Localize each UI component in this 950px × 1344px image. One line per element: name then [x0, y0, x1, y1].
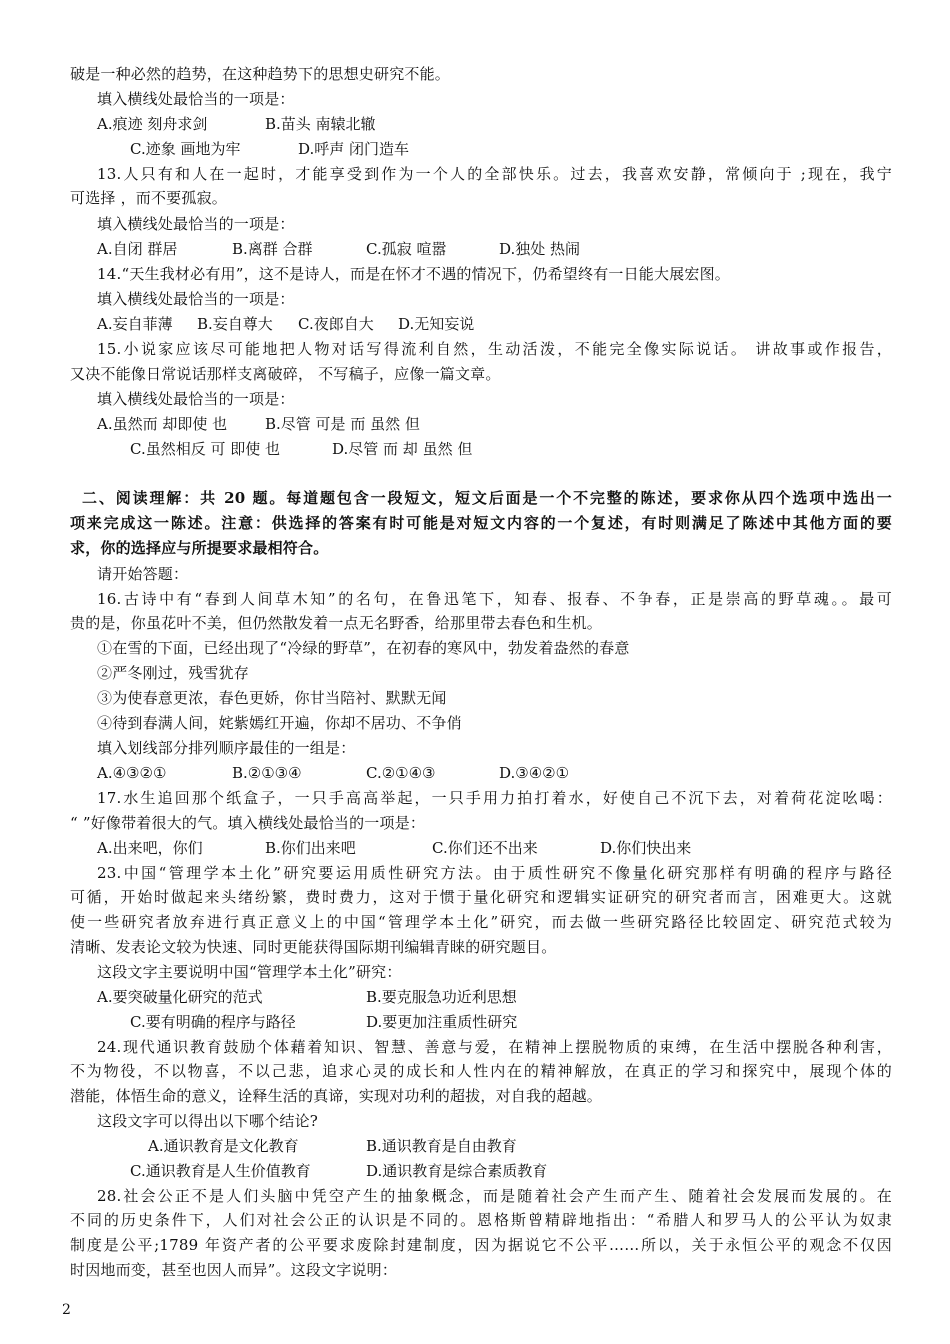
q12-option-c: C.迹象 画地为牢 — [130, 140, 241, 158]
q16-option-d: D.③④②① — [499, 764, 570, 782]
q13-stem-line-2: 可选择 ，而不要孤寂。 — [70, 189, 227, 207]
q23-stem-line-4: 清晰、发表论文较为快速、同时更能获得国际期刊编辑青睐的研究题目。 — [70, 938, 557, 956]
q23-stem-line-3: 使一些研究者放弃进行真正意义上的中国“管理学本土化”研究，而去做一些研究路径比较固定、研究范式较为 — [70, 913, 892, 931]
q13-option-a: A.自闭 群居 — [97, 240, 178, 258]
q16-sentence-4: ④待到春满人间，姹紫嫣红开遍，你却不居功、不争俏 — [97, 714, 462, 732]
q24-option-d: D.通识教育是综合素质教育 — [366, 1162, 548, 1180]
page-number: 2 — [62, 1302, 71, 1318]
q23-option-c: C.要有明确的程序与路径 — [130, 1013, 296, 1031]
q14-option-c: C.夜郎自大 — [298, 315, 374, 333]
q16-stem-line-1: 16.古诗中有“春到人间草木知”的名句，在鲁迅笔下，知春、报春、不争春，正是崇高的野草魂。。最可 — [97, 590, 892, 608]
q23-option-d: D.要更加注重质性研究 — [366, 1013, 518, 1031]
q13-option-c: C.孤寂 喧嚣 — [366, 240, 447, 258]
q24-option-a: A.通识教育是文化教育 — [148, 1137, 299, 1155]
q13-option-d: D.独处 热闹 — [499, 240, 581, 258]
q23-stem-line-2: 可循，开始时做起来头绪纷繁，费时费力，这对于惯于量化研究和逻辑实证研究的研究者而言，困难更大。这就 — [70, 888, 892, 906]
q14-option-a: A.妄自菲薄 — [97, 315, 173, 333]
q24-stem-line-1: 24.现代通识教育鼓励个体藉着知识、智慧、善意与爱，在精神上摆脱物质的束缚，在生活中摆脱各种利害， — [97, 1038, 892, 1056]
q12-option-b: B.苗头 南辕北辙 — [265, 115, 376, 133]
q15-option-d: D.尽管 而 却 虽然 但 — [332, 440, 473, 458]
q17-stem-line-2: “ ”好像带着很大的气。填入横线处最恰当的一项是： — [70, 814, 426, 832]
q23-option-b: B.要克服急功近利思想 — [366, 988, 517, 1006]
q12-tail: 破是一种必然的趋势，在这种趋势下的思想史研究不能。 — [70, 65, 451, 83]
section2-instructions-line-2: 项来完成这一陈述。注意：供选择的答案有时可能是对短文内容的一个复述，有时则满足了陈述中其他方面的要 — [70, 514, 892, 532]
q28-stem-line-2: 不同的历史条件下，人们对社会公正的认识是不同的。恩格斯曾精辟地指出：“希腊人和罗马人的公平认为奴隶 — [70, 1211, 892, 1229]
q12-prompt: 填入横线处最恰当的一项是： — [97, 90, 295, 108]
q24-option-b: B.通识教育是自由教育 — [366, 1137, 517, 1155]
q15-option-c: C.虽然相反 可 即使 也 — [130, 440, 281, 458]
q14-stem-line-1: 14.“天生我材必有用”，这不是诗人，而是在怀才不遇的情况下，仍希望终有一日能大展宏图。 — [97, 265, 730, 283]
q24-prompt: 这段文字可以得出以下哪个结论? — [97, 1112, 319, 1130]
section2-instructions-line-1: 二、阅读理解：共 20 题。每道题包含一段短文，短文后面是一个不完整的陈述，要求你从四个选项中选出一 — [82, 489, 892, 507]
q15-option-a: A.虽然而 却即使 也 — [97, 415, 228, 433]
q16-sentence-2: ②严冬刚过，残雪犹存 — [97, 664, 250, 682]
q16-sentence-3: ③为使春意更浓，春色更娇，你甘当陪衬、默默无闻 — [97, 689, 447, 707]
q17-option-a: A.出来吧，你们 — [97, 839, 203, 857]
q17-stem-line-1: 17.水生追回那个纸盒子，一只手高高举起，一只手用力拍打着水，好使自己不沉下去，对着荷花淀吆喝： — [97, 789, 892, 807]
q28-stem-line-3: 制度是公平;1789 年资产者的公平要求废除封建制度，因为据说它不公平……所以，关于永恒公平的观念不仅因 — [70, 1236, 892, 1254]
q14-option-d: D.无知妄说 — [398, 315, 475, 333]
q17-option-c: C.你们还不出来 — [432, 839, 538, 857]
q24-stem-line-3: 潜能，体悟生命的意义，诠释生活的真谛，实现对功利的超拔，对自我的超越。 — [70, 1087, 603, 1105]
section2-instructions-line-3: 求，你的选择应与所提要求最相符合。 — [70, 539, 329, 557]
q16-sentence-1: ①在雪的下面，已经出现了“冷绿的野草”，在初春的寒风中，勃发着盎然的春意 — [97, 639, 630, 657]
q13-stem-line-1: 13.人只有和人在一起时，才能享受到作为一个人的全部快乐。过去，我喜欢安静，常倾向于 ;现在，我宁 — [97, 165, 892, 183]
q24-option-c: C.通识教育是人生价值教育 — [130, 1162, 311, 1180]
q14-prompt: 填入横线处最恰当的一项是： — [97, 290, 295, 308]
q12-option-a: A.痕迹 刻舟求剑 — [97, 115, 208, 133]
q28-stem-line-1: 28.社会公正不是人们头脑中凭空产生的抽象概念，而是随着社会产生而产生、随着社会发展而发展的。在 — [97, 1187, 892, 1205]
q12-option-d: D.呼声 闭门造车 — [298, 140, 410, 158]
q15-prompt: 填入横线处最恰当的一项是： — [97, 390, 295, 408]
q16-option-b: B.②①③④ — [232, 764, 302, 782]
q16-option-a: A.④③②① — [97, 764, 167, 782]
q13-prompt: 填入横线处最恰当的一项是： — [97, 215, 295, 233]
q28-stem-line-4: 时因地而变，甚至也因人而异”。这段文字说明： — [70, 1261, 398, 1279]
q23-stem-line-1: 23.中国“管理学本土化”研究要运用质性研究方法。由于质性研究不像量化研究那样有明确的程序与路径 — [97, 864, 892, 882]
q13-option-b: B.离群 合群 — [232, 240, 313, 258]
q23-option-a: A.要突破量化研究的范式 — [97, 988, 263, 1006]
q17-option-b: B.你们出来吧 — [265, 839, 356, 857]
q24-stem-line-2: 不为物役，不以物喜，不以己悲，追求心灵的成长和人性内在的精神解放，在真正的学习和探究中，展现个体的 — [70, 1062, 892, 1080]
q15-stem-line-1: 15.小说家应该尽可能地把人物对话写得流利自然，生动活泼，不能完全像实际说话。 讲故事或作报告， — [97, 340, 892, 358]
q16-prompt: 填入划线部分排列顺序最佳的一组是： — [97, 739, 356, 757]
q16-stem-line-2: 贵的是，你虽花叶不美，但仍然散发着一点无名野香，给那里带去春色和生机。 — [70, 614, 603, 632]
q15-option-b: B.尽管 可是 而 虽然 但 — [265, 415, 420, 433]
q17-option-d: D.你们快出来 — [600, 839, 692, 857]
q14-option-b: B.妄自尊大 — [197, 315, 273, 333]
section2-start: 请开始答题： — [97, 565, 189, 583]
q23-prompt: 这段文字主要说明中国“管理学本土化”研究： — [97, 963, 402, 981]
q16-option-c: C.②①④③ — [366, 764, 436, 782]
q15-stem-line-2: 又决不能像日常说话那样支离破碎， 不写稿子，应像一篇文章。 — [70, 365, 501, 383]
